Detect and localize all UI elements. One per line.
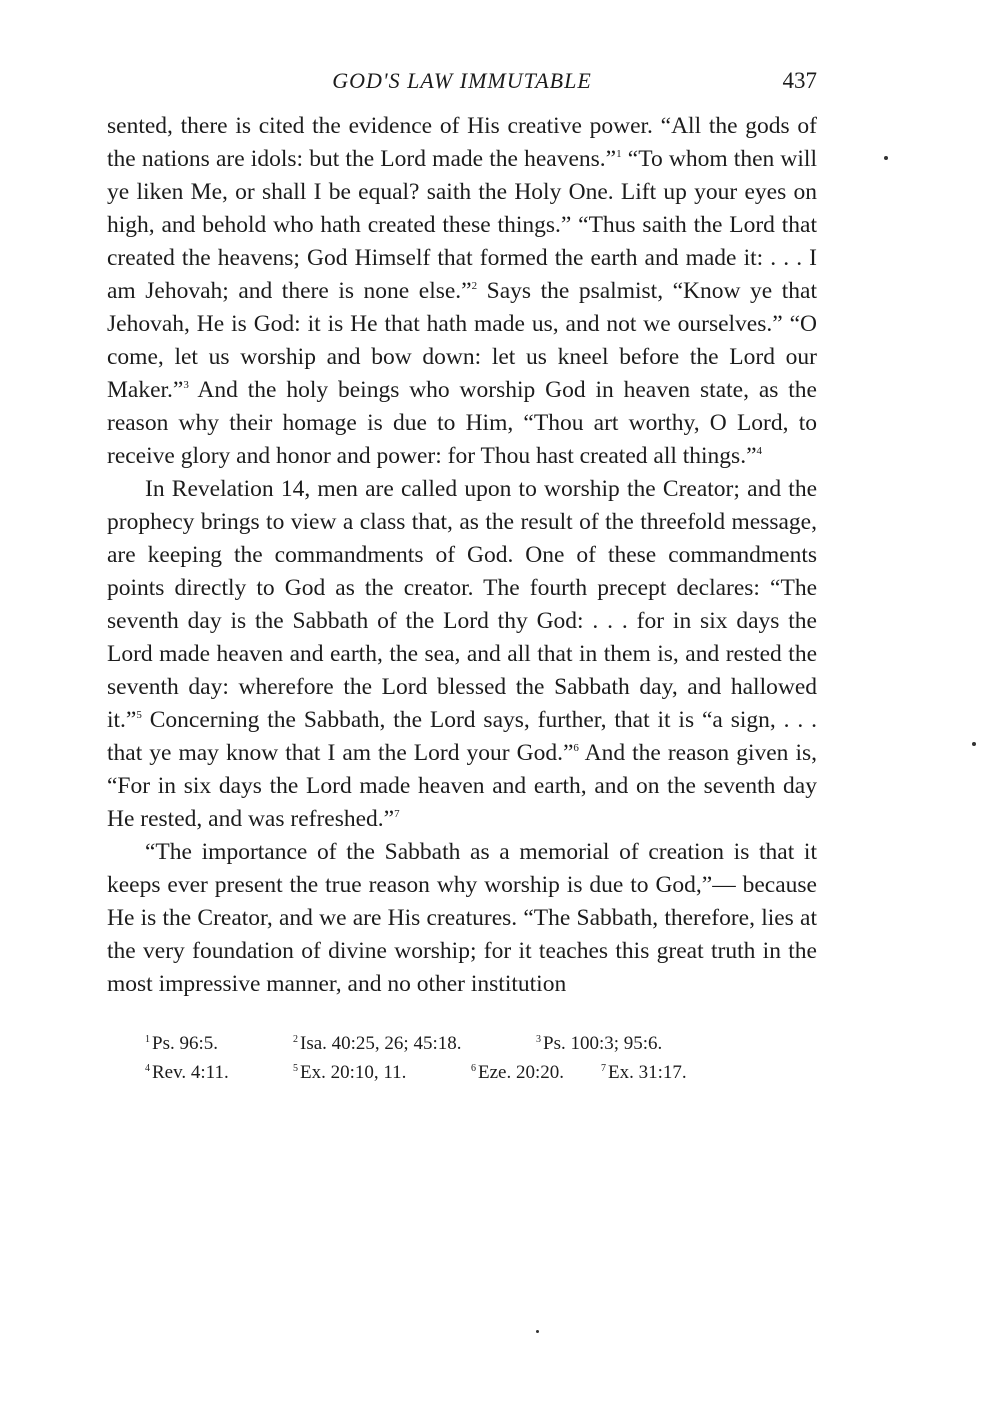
text-run: sented, there is cited the evidence of His creative power. “All the gods of the nations are idols: but the Lord made the heavens.” xyxy=(107,113,817,172)
text-run: And the reason given is, “For in six days the Lord made heaven and earth, and on the seventh day He rested, and was refreshed.” xyxy=(107,740,817,832)
footnote-ref: 3 xyxy=(183,379,189,391)
print-speck xyxy=(536,1330,539,1333)
text-run: “The importance of the Sabbath as a memorial of creation is that it keeps ever present the true reason why worship is due to God,”— because He is the Creator, and we are His creatures. “The Sabbath, therefore, lies at the very foundation of divine worship; for it teaches this great truth in the most impressive manner, and no other institution xyxy=(107,839,817,997)
text-run: Concerning the Sabbath, the Lord says, further, that it is “a sign, . . . that ye may know that I am the Lord your God.” xyxy=(107,707,817,766)
print-speck xyxy=(884,156,888,160)
footnote-ref: 6 xyxy=(573,742,579,754)
text-run: “To whom then will ye liken Me, or shall I be equal? saith the Holy One. Lift up your eyes on high, and behold who hath created these things.” “Thus saith the Lord that created the heavens; God Himself that formed the earth and made it: . . . I am Jehovah; and there is none else.” xyxy=(107,146,817,304)
footnote-ref: 2 xyxy=(471,280,478,292)
footnote-ref: 7 xyxy=(394,808,400,820)
paragraph xyxy=(107,836,817,1001)
paragraph xyxy=(107,473,817,836)
footnote-row xyxy=(145,1056,817,1085)
footnote-ref: 5 xyxy=(136,709,142,721)
footnote-ref: 4 xyxy=(756,445,763,457)
footnote: $^5$ Ex. 20:10, 11. xyxy=(293,1062,407,1083)
footnote: $^3$ Ps. 100:3; 95:6. xyxy=(536,1033,663,1054)
text-run: In Revelation 14, men are called upon to worship the Creator; and the prophecy brings to view a class that, as the result of the threefold message, are keeping the commandments of God. One of these commandments points directly to God as the creator. The fourth precept declares: “The seventh day is the Sabbath of the Lord thy God: . . . for in six days the Lord made heaven and earth, the sea, and all that in them is, and rested the seventh day: wherefore the Lord blessed the Sabbath day, and hallowed it.” xyxy=(107,476,817,733)
footnote: $^2$ Isa. 40:25, 26; 45:18. xyxy=(293,1033,462,1054)
running-title: GOD'S LAW IMMUTABLE xyxy=(332,68,592,93)
footnote: $^6$ Eze. 20:20. xyxy=(471,1062,565,1083)
body-text xyxy=(107,110,817,1001)
text-run: Says the psalmist, “Know ye that Jehovah, He is God: it is He that hath made us, and not we ourselves.” “O come, let us worship and bow down: let us kneel before the Lord our Maker.” xyxy=(107,278,817,403)
footnote: $^4$ Rev. 4:11. xyxy=(145,1062,229,1083)
print-speck xyxy=(972,742,976,746)
book-page xyxy=(107,62,817,1085)
text-run: And the holy beings who worship God in heaven state, as the reason why their homage is due to Him, “Thou art worthy, O Lord, to receive glory and honor and power: for Thou hast created all things.” xyxy=(107,377,817,469)
footnote-ref: 1 xyxy=(616,148,622,160)
footnotes xyxy=(107,1027,817,1085)
footnote-row xyxy=(145,1027,817,1056)
footnote: $^7$ Ex. 31:17. xyxy=(601,1062,687,1083)
footnote: $^1$ Ps. 96:5. xyxy=(145,1033,218,1054)
page-header xyxy=(107,62,817,96)
paragraph xyxy=(107,110,817,473)
page-number: 437 xyxy=(782,68,817,93)
